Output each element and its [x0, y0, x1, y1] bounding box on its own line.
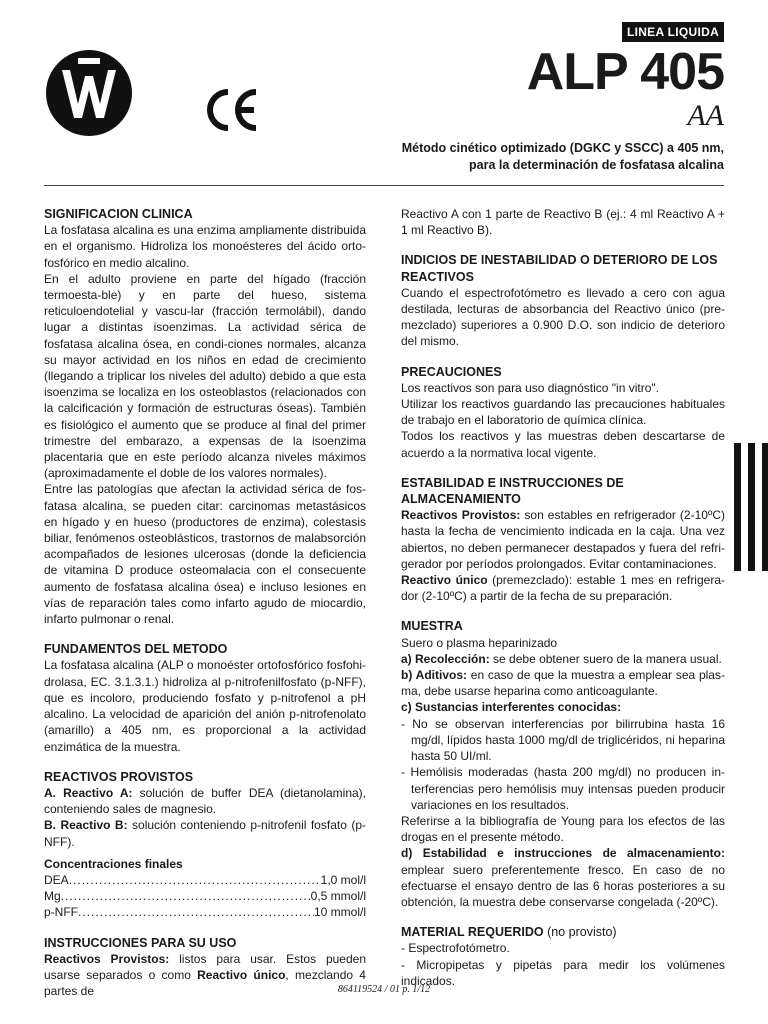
- section-title-estabilidad: ESTABILIDAD E INSTRUCCIONES DE ALMACENAMIENTO: [401, 475, 624, 507]
- label: Reactivos Provistos:: [401, 508, 521, 523]
- product-title: ALP 405: [526, 43, 724, 101]
- concentration-name: Mg: [44, 889, 61, 904]
- text: listos para usar. Estos pueden usarse separados o como: [44, 951, 366, 982]
- text: solución de buffer DEA (dietanolamina), conteniendo sales de magnesio.: [44, 785, 366, 817]
- text: son estables en refrigerador (2-10ºC) hasta la fecha de vencimiento indicada en la caja. Una vez abiertos, no deben permanecer destapados y fuera del refri-gerador por períodos prolongados. Evitar contaminaciones.: [401, 508, 725, 571]
- text: en caso de que la muestra a emplear sea plas-ma, debe usarse heparina como anticoagulante.: [401, 668, 725, 699]
- label: c) Sustancias interferentes conocidas:: [401, 700, 622, 715]
- concentration-name: p-NFF: [44, 905, 78, 920]
- reactivo-a: [44, 785, 366, 817]
- concentration-name: DEA: [44, 872, 69, 887]
- wiener-logo-icon: [44, 48, 134, 138]
- paragraph: Todos los reactivos y las muestras deben descartarse de acuerdo a la normativa local vigente.: [401, 429, 725, 460]
- paragraph: [401, 572, 725, 604]
- paragraph: [401, 845, 725, 910]
- left-column: [44, 206, 366, 999]
- right-column: [401, 206, 725, 989]
- paragraph: [401, 651, 725, 667]
- concentration-value: 0,5 mmol/l: [310, 889, 366, 904]
- section-title-indicios: INDICIOS DE INESTABILIDAD O DETERIORO DE LOS REACTIVOS: [401, 253, 718, 284]
- text: , mezclando 4 partes de: [44, 967, 366, 999]
- label: a) Recolección:: [401, 651, 490, 666]
- label: A. Reactivo A:: [44, 785, 133, 800]
- section-title-significacion: SIGNIFICACION CLINICA: [44, 207, 193, 221]
- label: MATERIAL REQUERIDO: [401, 925, 544, 940]
- list-item: - Espectrofotómetro.: [401, 941, 510, 956]
- concentration-value: 10 mmol/l: [313, 905, 366, 920]
- paragraph: Referirse a la bibliografía de Young para los efectos de las drogas en el presente método.: [401, 813, 725, 845]
- label: Reactivo único: [401, 573, 488, 588]
- section-title-material: [401, 924, 725, 940]
- page-footer: 864119524 / 01 p. 1/12: [337, 984, 431, 995]
- paragraph: [401, 667, 725, 699]
- paragraph: Suero o plasma heparinizado: [401, 635, 558, 650]
- concentration-row: [44, 888, 366, 904]
- section-title-fundamentos: FUNDAMENTOS DEL METODO: [44, 642, 228, 657]
- header-divider: [44, 185, 724, 186]
- label: B. Reactivo B:: [44, 818, 128, 833]
- section-title-precauciones: PRECAUCIONES: [401, 364, 502, 379]
- concentration-value: 1,0 mol/l: [320, 872, 366, 887]
- label: Reactivos Provistos:: [44, 951, 170, 966]
- text: se debe obtener suero de la manera usual.: [489, 651, 722, 666]
- text: solución conteniendo p-nitrofenil fosfato (p-NFF).: [44, 818, 366, 849]
- list-item: - No se observan interferencias por bilirrubina hasta 16 mg/dl, lípidos hasta 1000 mg/dl de triglicéridos, ni heparina hasta 50 UI/ml.: [401, 716, 725, 764]
- concentration-row: [44, 872, 366, 888]
- section-title-reactivos: REACTIVOS PROVISTOS: [44, 769, 194, 784]
- section-title-muestra: MUESTRA: [401, 619, 463, 634]
- line-badge: LINEA LIQUIDA: [622, 22, 724, 42]
- paragraph: La fosfatasa alcalina es una enzima ampliamente distribuida en el organismo. Hidroliza los monoésteres del ácido orto-fosfórico en medio alcalino.: [44, 223, 366, 270]
- paragraph: [401, 507, 725, 572]
- paragraph: La fosfatasa alcalina (ALP o monoéster ortofosfórico fosfohi-drolasa, EC. 3.1.3.1.) hidroliza al p-nitrofenilfosfato (p-NFF), que es incoloro, produciendo fosfato y p-nitrofenol a pH alcalino. La velocidad de aparición del anión p-nitrofenolato (amarillo) a 405 nm, es proporcional a la actividad enzimática de la muestra.: [44, 658, 366, 754]
- label: b) Aditivos:: [401, 668, 467, 683]
- paragraph: En el adulto proviene en parte del hígado (fracción termoesta-ble) y en parte del hueso, sistema reticuloendotelial y vascu-lar (fracción termolábil), dando lugar a distintas isoenzimas. La actividad sérica de fosfatasa alcalina ósea, en condi-ciones normales, alcanza su mayor actividad en los niños en edad de crecimiento (llegando a triplicar los niveles del adulto) debido a que esta isoenzima se localiza en los osteoblastos (relacionados con la calcificación y formación de estructuras óseas). También es fisiológico el aumento que se produce al final del primer trimestre del embarazo, a expensas de la isoenzima placentaria que en este período alcanza niveles máximos (aproximadamente el doble de los valores normales).: [44, 271, 366, 481]
- list-item: - Micropipetas y pipetas para medir los volúmenes indicados.: [401, 957, 725, 988]
- text: (premezclado): estable 1 mes en refrigera-dor (2-10ºC) a partir de la fecha de su preparación.: [401, 573, 725, 604]
- reactivo-b: [44, 817, 366, 849]
- paragraph: Cuando el espectrofotómetro es llevado a cero con agua destilada, lecturas de absorbancia del Reactivo único (pre-mezclado) superiores a 0.900 D.O. son indicio de deterioro del mismo.: [401, 285, 725, 349]
- method-description: [402, 140, 724, 174]
- paragraph: Utilizar los reactivos guardando las precauciones habituales de trabajo en el laboratorio de química clínica.: [401, 397, 725, 428]
- text: emplear suero preferentemente fresco. En caso de no efectuarse el ensayo dentro de las 6 horas posteriores a su obtención, la muestra debe conservarse congelada (-20ºC).: [401, 862, 725, 909]
- list-item: - Hemólisis moderadas (hasta 200 mg/dl) no producen in-terferencias pero hemólisis muy intensas pueden producir variaciones en los resultados.: [401, 765, 725, 812]
- label: d) Estabilidad e instrucciones de almacenamiento:: [401, 846, 725, 861]
- paragraph: Reactivo A con 1 parte de Reactivo B (ej.: 4 ml Reactivo A + 1 ml Reactivo B).: [401, 207, 725, 238]
- concentration-row: [44, 904, 366, 920]
- product-subtitle: AA: [687, 99, 724, 132]
- label: Reactivo único: [197, 967, 286, 982]
- section-title-instrucciones: INSTRUCCIONES PARA SU USO: [44, 935, 237, 950]
- edge-marks: [734, 443, 768, 571]
- method-line-2: para la determinación de fosfatasa alcalina: [469, 158, 724, 172]
- method-line-1: Método cinético optimizado (DGKC y SSCC) a 405 nm,: [401, 141, 724, 155]
- paragraph: Los reactivos son para uso diagnóstico "in vitro".: [401, 380, 659, 395]
- ce-mark-icon: [204, 88, 262, 132]
- subsection-title-concentraciones: Concentraciones finales: [44, 856, 183, 871]
- paragraph: Entre las patologías que afectan la actividad sérica de fos-fatasa alcalina, se pueden citar: carcinomas metastásicos en hígado y en hueso (productores de enzima), colestasis biliar, fenómenos osteoblásticos, trastornos de malabsorción acompañados de lesiones ulcerosas (donde la deficiencia de vitamina D produce osteomalacia con el consecuente aumento de fosfatasa alcalina ósea) e incluso lesiones en vías de reparación tales como infarto agudo de miocardio, infarto pulmonar o renal.: [44, 482, 366, 627]
- text: (no provisto): [543, 925, 617, 940]
